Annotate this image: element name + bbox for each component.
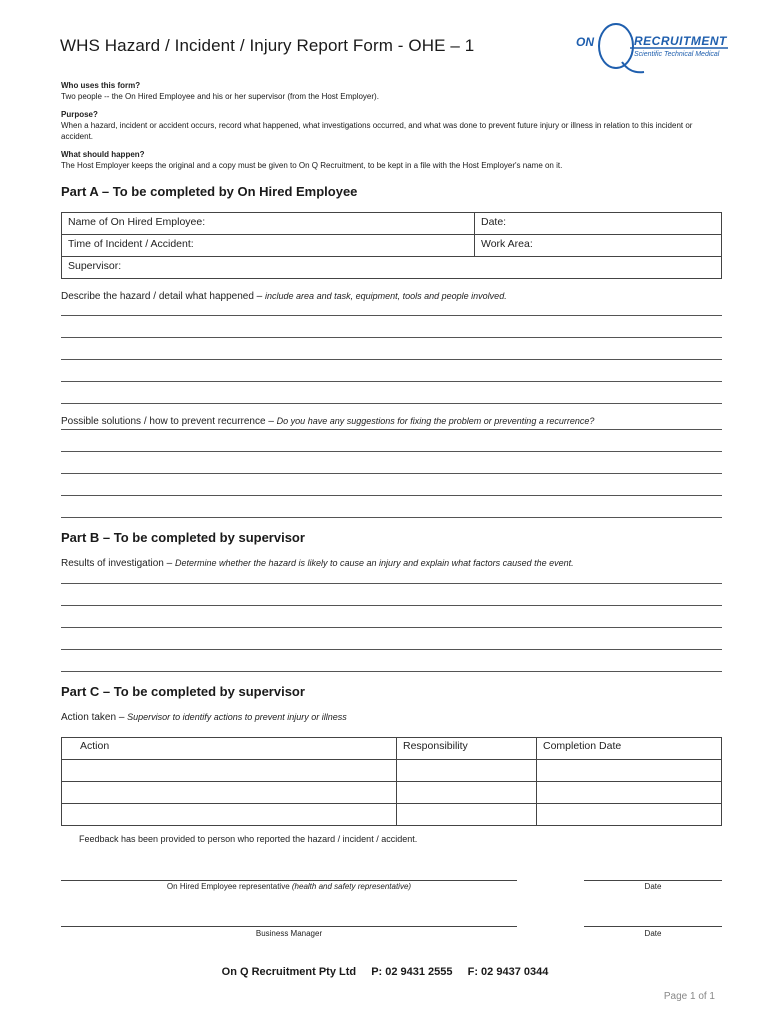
incident-time-label: Time of Incident / Accident:: [68, 238, 194, 250]
date-label: Date:: [481, 216, 507, 228]
results-line[interactable]: [61, 671, 722, 672]
results-hint: Determine whether the hazard is likely to cause an injury and explain what factors caused the event.: [174, 558, 574, 568]
completion-date-cell[interactable]: [537, 804, 722, 826]
describe-label: Describe the hazard / detail what happened –: [61, 291, 263, 302]
solutions-line[interactable]: [61, 495, 722, 496]
table-row: [62, 760, 722, 782]
describe-line[interactable]: [61, 359, 722, 360]
results-line[interactable]: [61, 627, 722, 628]
rep-signature-label: [61, 882, 517, 891]
logo-recruitment-text: RECRUITMENT: [634, 34, 727, 48]
work-area-label: Work Area:: [481, 238, 533, 250]
logo-q-icon: [570, 22, 730, 78]
intro-heading: Who uses this form?: [61, 81, 141, 90]
manager-signature-line[interactable]: [61, 926, 517, 927]
intro-text: When a hazard, incident or accident occurs, record what happened, what investigations occurred, and what was done to prevent future injury or illness in relation to this incident or accident.: [61, 121, 693, 141]
page-number: Page 1 of 1: [663, 991, 715, 1002]
responsibility-cell[interactable]: [397, 804, 537, 826]
solutions-line[interactable]: [61, 451, 722, 452]
action-header: Action: [62, 738, 397, 760]
form-title: WHS Hazard / Incident / Injury Report Form - OHE – 1: [60, 36, 475, 55]
solutions-prompt: [61, 416, 594, 427]
solutions-label: Possible solutions / how to prevent recurrence –: [61, 416, 274, 427]
part-a-table: [61, 212, 722, 279]
intro-text: The Host Employer keeps the original and a copy must be given to On Q Recruitment, to be kept in a file with the Host Employer's name on it.: [61, 161, 563, 170]
intro-text: Two people -- the On Hired Employee and his or her supervisor (from the Host Employer).: [61, 92, 379, 101]
date-field[interactable]: [475, 213, 722, 235]
completion-date-cell[interactable]: [537, 782, 722, 804]
manager-date-label: Date: [644, 929, 662, 938]
action-cell[interactable]: [62, 782, 397, 804]
logo-tagline: Scientific Technical Medical: [634, 51, 720, 58]
results-prompt: [61, 558, 574, 569]
intro-heading: Purpose?: [61, 110, 98, 119]
responsibility-header: Responsibility: [397, 738, 537, 760]
action-cell[interactable]: [62, 760, 397, 782]
describe-line[interactable]: [61, 381, 722, 382]
solutions-hint: Do you have any suggestions for fixing the problem or preventing a recurrence?: [276, 416, 595, 426]
company-logo: [570, 22, 730, 72]
part-b-title: Part B – To be completed by supervisor: [61, 530, 305, 545]
action-cell[interactable]: [62, 804, 397, 826]
employee-name-label: Name of On Hired Employee:: [68, 216, 206, 228]
table-row: [62, 804, 722, 826]
solutions-line[interactable]: [61, 429, 722, 430]
action-hint: Supervisor to identify actions to prevent injury or illness: [127, 712, 347, 722]
rep-label: On Hired Employee representative: [166, 882, 290, 891]
intro-who: [61, 80, 721, 102]
footer-company: On Q Recruitment Pty Ltd: [221, 966, 357, 978]
feedback-statement: Feedback has been provided to person who reported the hazard / incident / accident.: [79, 834, 418, 844]
solutions-line[interactable]: [61, 517, 722, 518]
action-label: Action taken –: [61, 712, 125, 723]
results-label: Results of investigation –: [61, 558, 173, 569]
intro-heading: What should happen?: [61, 150, 145, 159]
supervisor-label: Supervisor:: [68, 260, 122, 272]
results-line[interactable]: [61, 605, 722, 606]
part-c-title: Part C – To be completed by supervisor: [61, 684, 305, 699]
results-line[interactable]: [61, 583, 722, 584]
describe-line[interactable]: [61, 315, 722, 316]
intro-purpose: [61, 109, 721, 142]
describe-line[interactable]: [61, 337, 722, 338]
results-line[interactable]: [61, 649, 722, 650]
responsibility-cell[interactable]: [397, 782, 537, 804]
logo-on-text: ON: [576, 35, 594, 49]
footer-fax: F: 02 9437 0344: [467, 966, 549, 978]
table-row: [62, 782, 722, 804]
describe-prompt: [61, 291, 507, 302]
rep-hint: (health and safety representative): [291, 882, 412, 891]
employee-name-field[interactable]: [62, 213, 475, 235]
manager-signature-label: Business Manager: [255, 929, 323, 938]
company-footer: [0, 966, 770, 978]
rep-signature-line[interactable]: [61, 880, 517, 881]
action-prompt: [61, 712, 347, 723]
action-table: [61, 737, 722, 826]
describe-line[interactable]: [61, 403, 722, 404]
completion-date-header: Completion Date: [537, 738, 722, 760]
rep-date-line[interactable]: [584, 880, 722, 881]
describe-hint: include area and task, equipment, tools and people involved.: [265, 291, 507, 301]
solutions-line[interactable]: [61, 473, 722, 474]
intro-what: [61, 149, 721, 171]
rep-date-label: Date: [644, 882, 662, 891]
work-area-field[interactable]: [475, 235, 722, 257]
footer-phone: P: 02 9431 2555: [371, 966, 453, 978]
manager-date-line[interactable]: [584, 926, 722, 927]
part-a-title: Part A – To be completed by On Hired Employee: [61, 184, 358, 199]
completion-date-cell[interactable]: [537, 760, 722, 782]
responsibility-cell[interactable]: [397, 760, 537, 782]
incident-time-field[interactable]: [62, 235, 475, 257]
supervisor-field[interactable]: [62, 257, 722, 279]
